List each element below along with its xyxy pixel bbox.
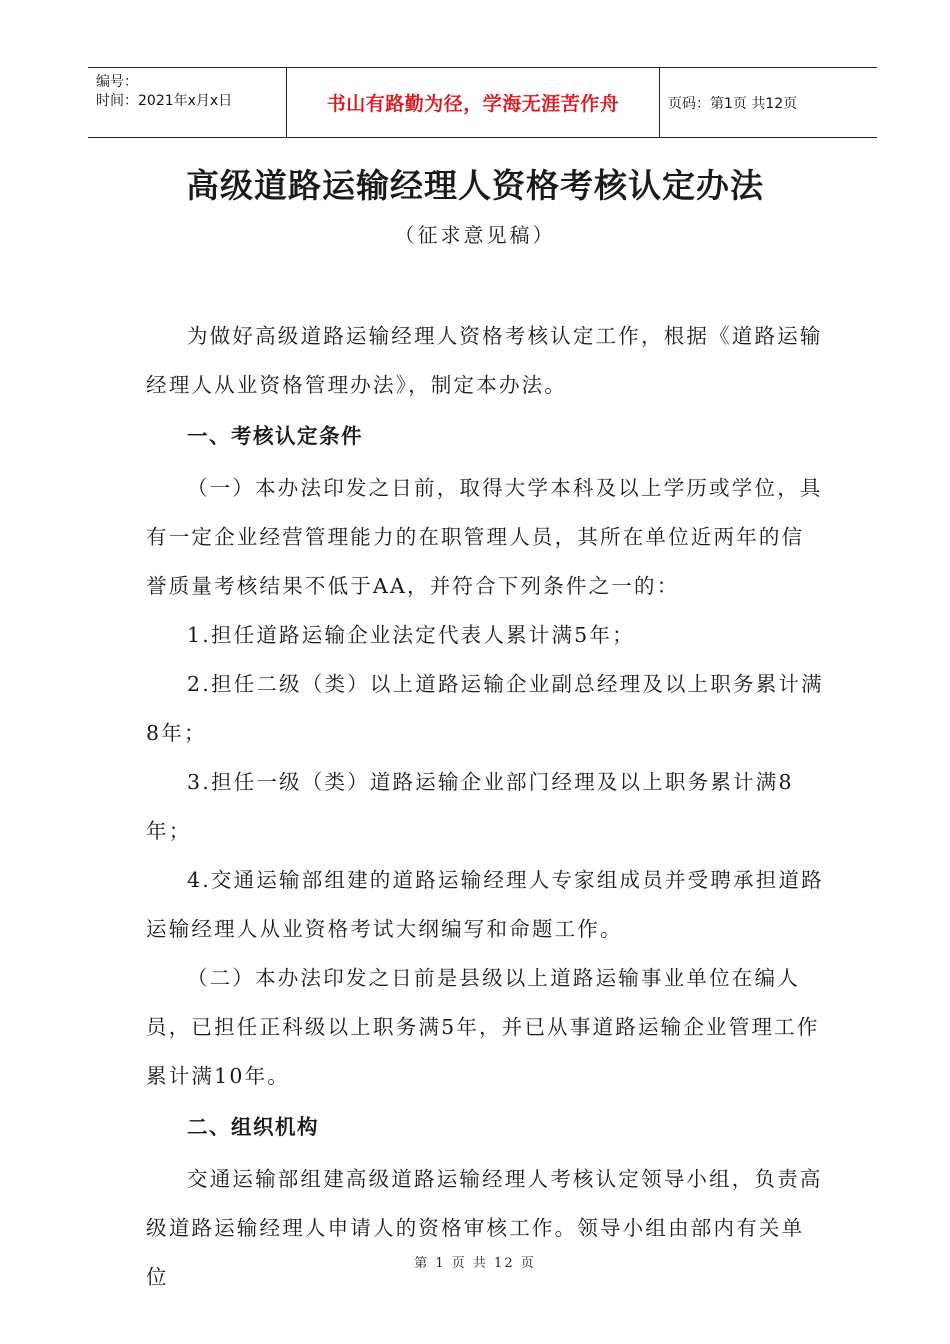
section-heading: 一、考核认定条件 xyxy=(187,424,363,448)
section-heading: 二、组织机构 xyxy=(187,1115,319,1139)
document-title: 高级道路运输经理人资格考核认定办法 xyxy=(186,166,764,205)
list-item: 2.担任二级（类）以上道路运输企业副总经理及以上职务累计满8年； xyxy=(146,672,824,745)
header-meta xyxy=(88,68,286,137)
paragraph: （二）本办法印发之日前是县级以上道路运输事业单位在编人员，已担任正科级以上职务满5年，并已从事道路运输企业管理工作累计满10年。 xyxy=(146,966,820,1088)
document-header xyxy=(88,67,877,138)
date-label: 时间：2021年x月x日 xyxy=(96,93,233,109)
list-item: 1.担任道路运输企业法定代表人累计满5年； xyxy=(187,623,635,647)
number-label: 编号： xyxy=(96,74,138,90)
header-divider xyxy=(659,68,660,137)
document-body xyxy=(146,312,824,1302)
page-footer: 第 1 页 共 12 页 xyxy=(414,1256,536,1271)
header-page-number: 页码：第1页 共12页 xyxy=(668,95,798,112)
paragraph: 为做好高级道路运输经理人资格考核认定工作，根据《道路运输经理人从业资格管理办法》，制定本办法。 xyxy=(146,324,823,397)
document-subtitle: （征求意见稿） xyxy=(394,223,556,247)
paragraph: （一）本办法印发之日前，取得大学本科及以上学历或学位，具有一定企业经营管理能力的在职管理人员，其所在单位近两年的信誉质量考核结果不低于AA，并符合下列条件之一的： xyxy=(146,476,823,598)
header-motto: 书山有路勤为径，学海无涯苦作舟 xyxy=(326,93,620,115)
paragraph: 交通运输部组建高级道路运输经理人考核认定领导小组，负责高级道路运输经理人申请人的资格审核工作。领导小组由部内有关单位 xyxy=(146,1167,823,1289)
list-item: 4.交通运输部组建的道路运输经理人专家组成员并受聘承担道路运输经理人从业资格考试大纲编写和命题工作。 xyxy=(146,868,824,941)
list-item: 3.担任一级（类）道路运输企业部门经理及以上职务累计满8年； xyxy=(146,770,794,843)
